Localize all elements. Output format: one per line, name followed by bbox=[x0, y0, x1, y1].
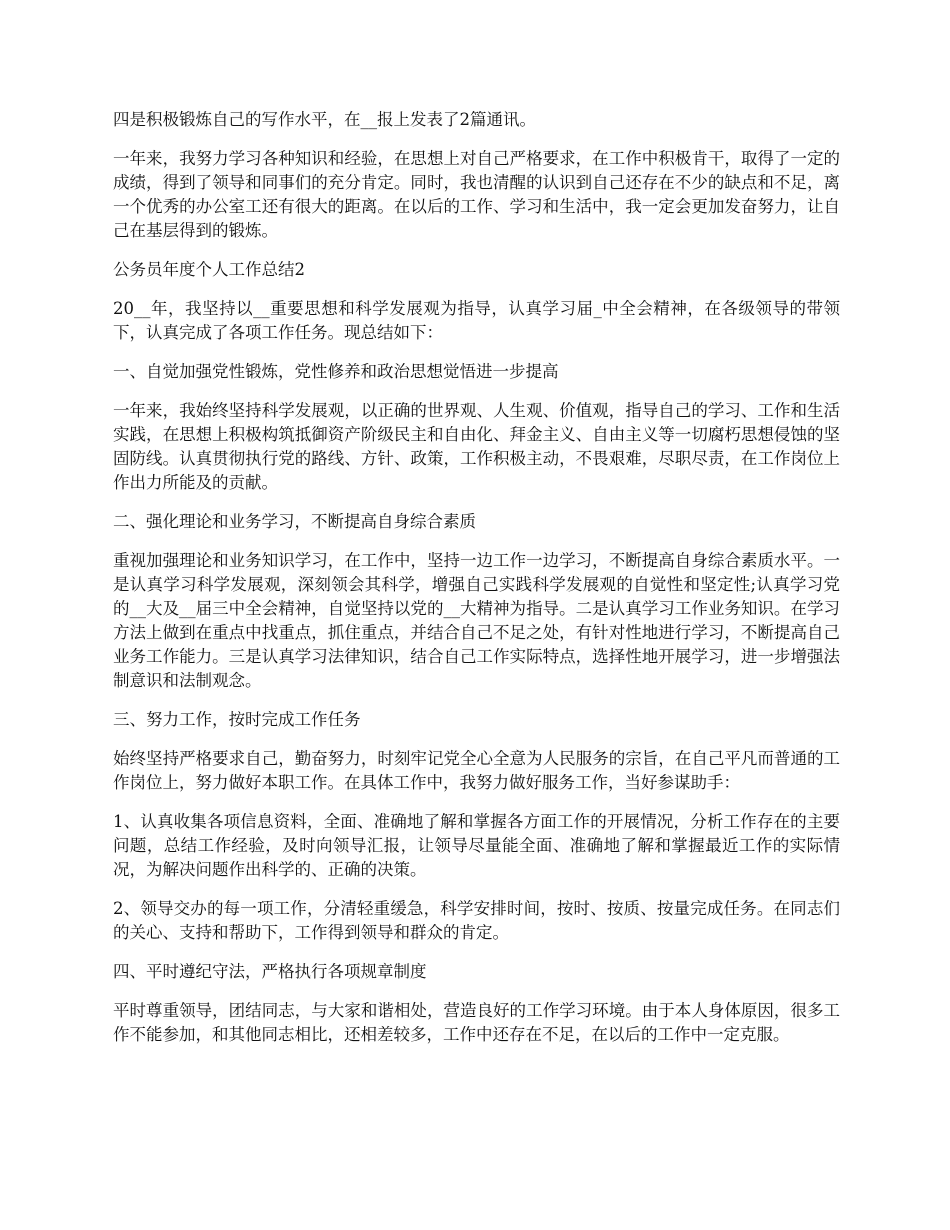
paragraph-writing-skill: 四是积极锻炼自己的写作水平，在__报上发表了2篇通讯。 bbox=[113, 110, 536, 129]
heading-discipline: 四、平时遵纪守法，严格执行各项规章制度 bbox=[113, 962, 427, 981]
paragraph-work-tasks: 始终坚持严格要求自己，勤奋努力，时刻牢记党全心全意为人民服务的宗旨，在自己平凡而普通的工作岗位上，努力做好本职工作。在具体工作中，我努力做好服务工作，当好参谋助手： bbox=[113, 749, 840, 792]
list-item-2: 2、领导交办的每一项工作，分清轻重缓急，科学安排时间，按时、按质、按量完成任务。在同志们的关心、支持和帮助下，工作得到领导和群众的肯定。 bbox=[113, 899, 840, 942]
paragraph-year-summary: 一年来，我努力学习各种知识和经验，在思想上对自己严格要求，在工作中积极肯干，取得了一定的成绩，得到了领导和同事们的充分肯定。同时，我也清醒的认识到自己还存在不少的缺点和不足，离一个优秀的办公室工还有很大的距离。在以后的工作、学习和生活中，我一定会更加发奋努力，让自己在基层得到的锻炼。 bbox=[113, 149, 840, 240]
section-title-summary-2: 公务员年度个人工作总结2 bbox=[113, 260, 305, 279]
heading-party-spirit: 一、自觉加强党性锻炼，党性修养和政治思想觉悟进一步提高 bbox=[113, 362, 559, 381]
paragraph-study: 重视加强理论和业务知识学习，在工作中，坚持一边工作一边学习，不断提高自身综合素质水平。一是认真学习科学发展观，深刻领会其科学，增强自己实践科学发展观的自觉性和坚定性;认真学习党的__大及__届三中全会精神，自觉坚持以党的__大精神为指导。二是认真学习工作业务知识。在学习方法上做到在重点中找重点，抓住重点，并结合自己不足之处，有针对性地进行学习，不断提高自己业务工作能力。三是认真学习法律知识，结合自己工作实际特点，选择性地开展学习，进一步增强法制意识和法制观念。 bbox=[113, 551, 840, 690]
paragraph-party-spirit: 一年来，我始终坚持科学发展观，以正确的世界观、人生观、价值观，指导自己的学习、工作和生活实践，在思想上积极构筑抵御资产阶级民主和自由化、拜金主义、自由主义等一切腐朽思想侵蚀的坚固防线。认真贯彻执行党的路线、方针、政策，工作积极主动，不畏艰难，尽职尽责，在工作岗位上作出力所能及的贡献。 bbox=[113, 401, 840, 492]
paragraph-discipline: 平时尊重领导，团结同志，与大家和谐相处，营造良好的工作学习环境。由于本人身体原因，很多工作不能参加，和其他同志相比，还相差较多，工作中还存在不足，在以后的工作中一定克服。 bbox=[113, 1001, 840, 1044]
list-item-1: 1、认真收集各项信息资料，全面、准确地了解和掌握各方面工作的开展情况，分析工作存在的主要问题，总结工作经验，及时向领导汇报，让领导尽量能全面、准确地了解和掌握最近工作的实际情况，为解决问题作出科学的、正确的决策。 bbox=[113, 812, 840, 879]
paragraph-intro: 20__年，我坚持以__重要思想和科学发展观为指导，认真学习届_中全会精神，在各级领导的带领下，认真完成了各项工作任务。现总结如下： bbox=[113, 299, 840, 342]
heading-study: 二、强化理论和业务学习，不断提高自身综合素质 bbox=[113, 512, 476, 531]
heading-work-tasks: 三、努力工作，按时完成工作任务 bbox=[113, 710, 361, 729]
document-page bbox=[113, 108, 840, 1062]
